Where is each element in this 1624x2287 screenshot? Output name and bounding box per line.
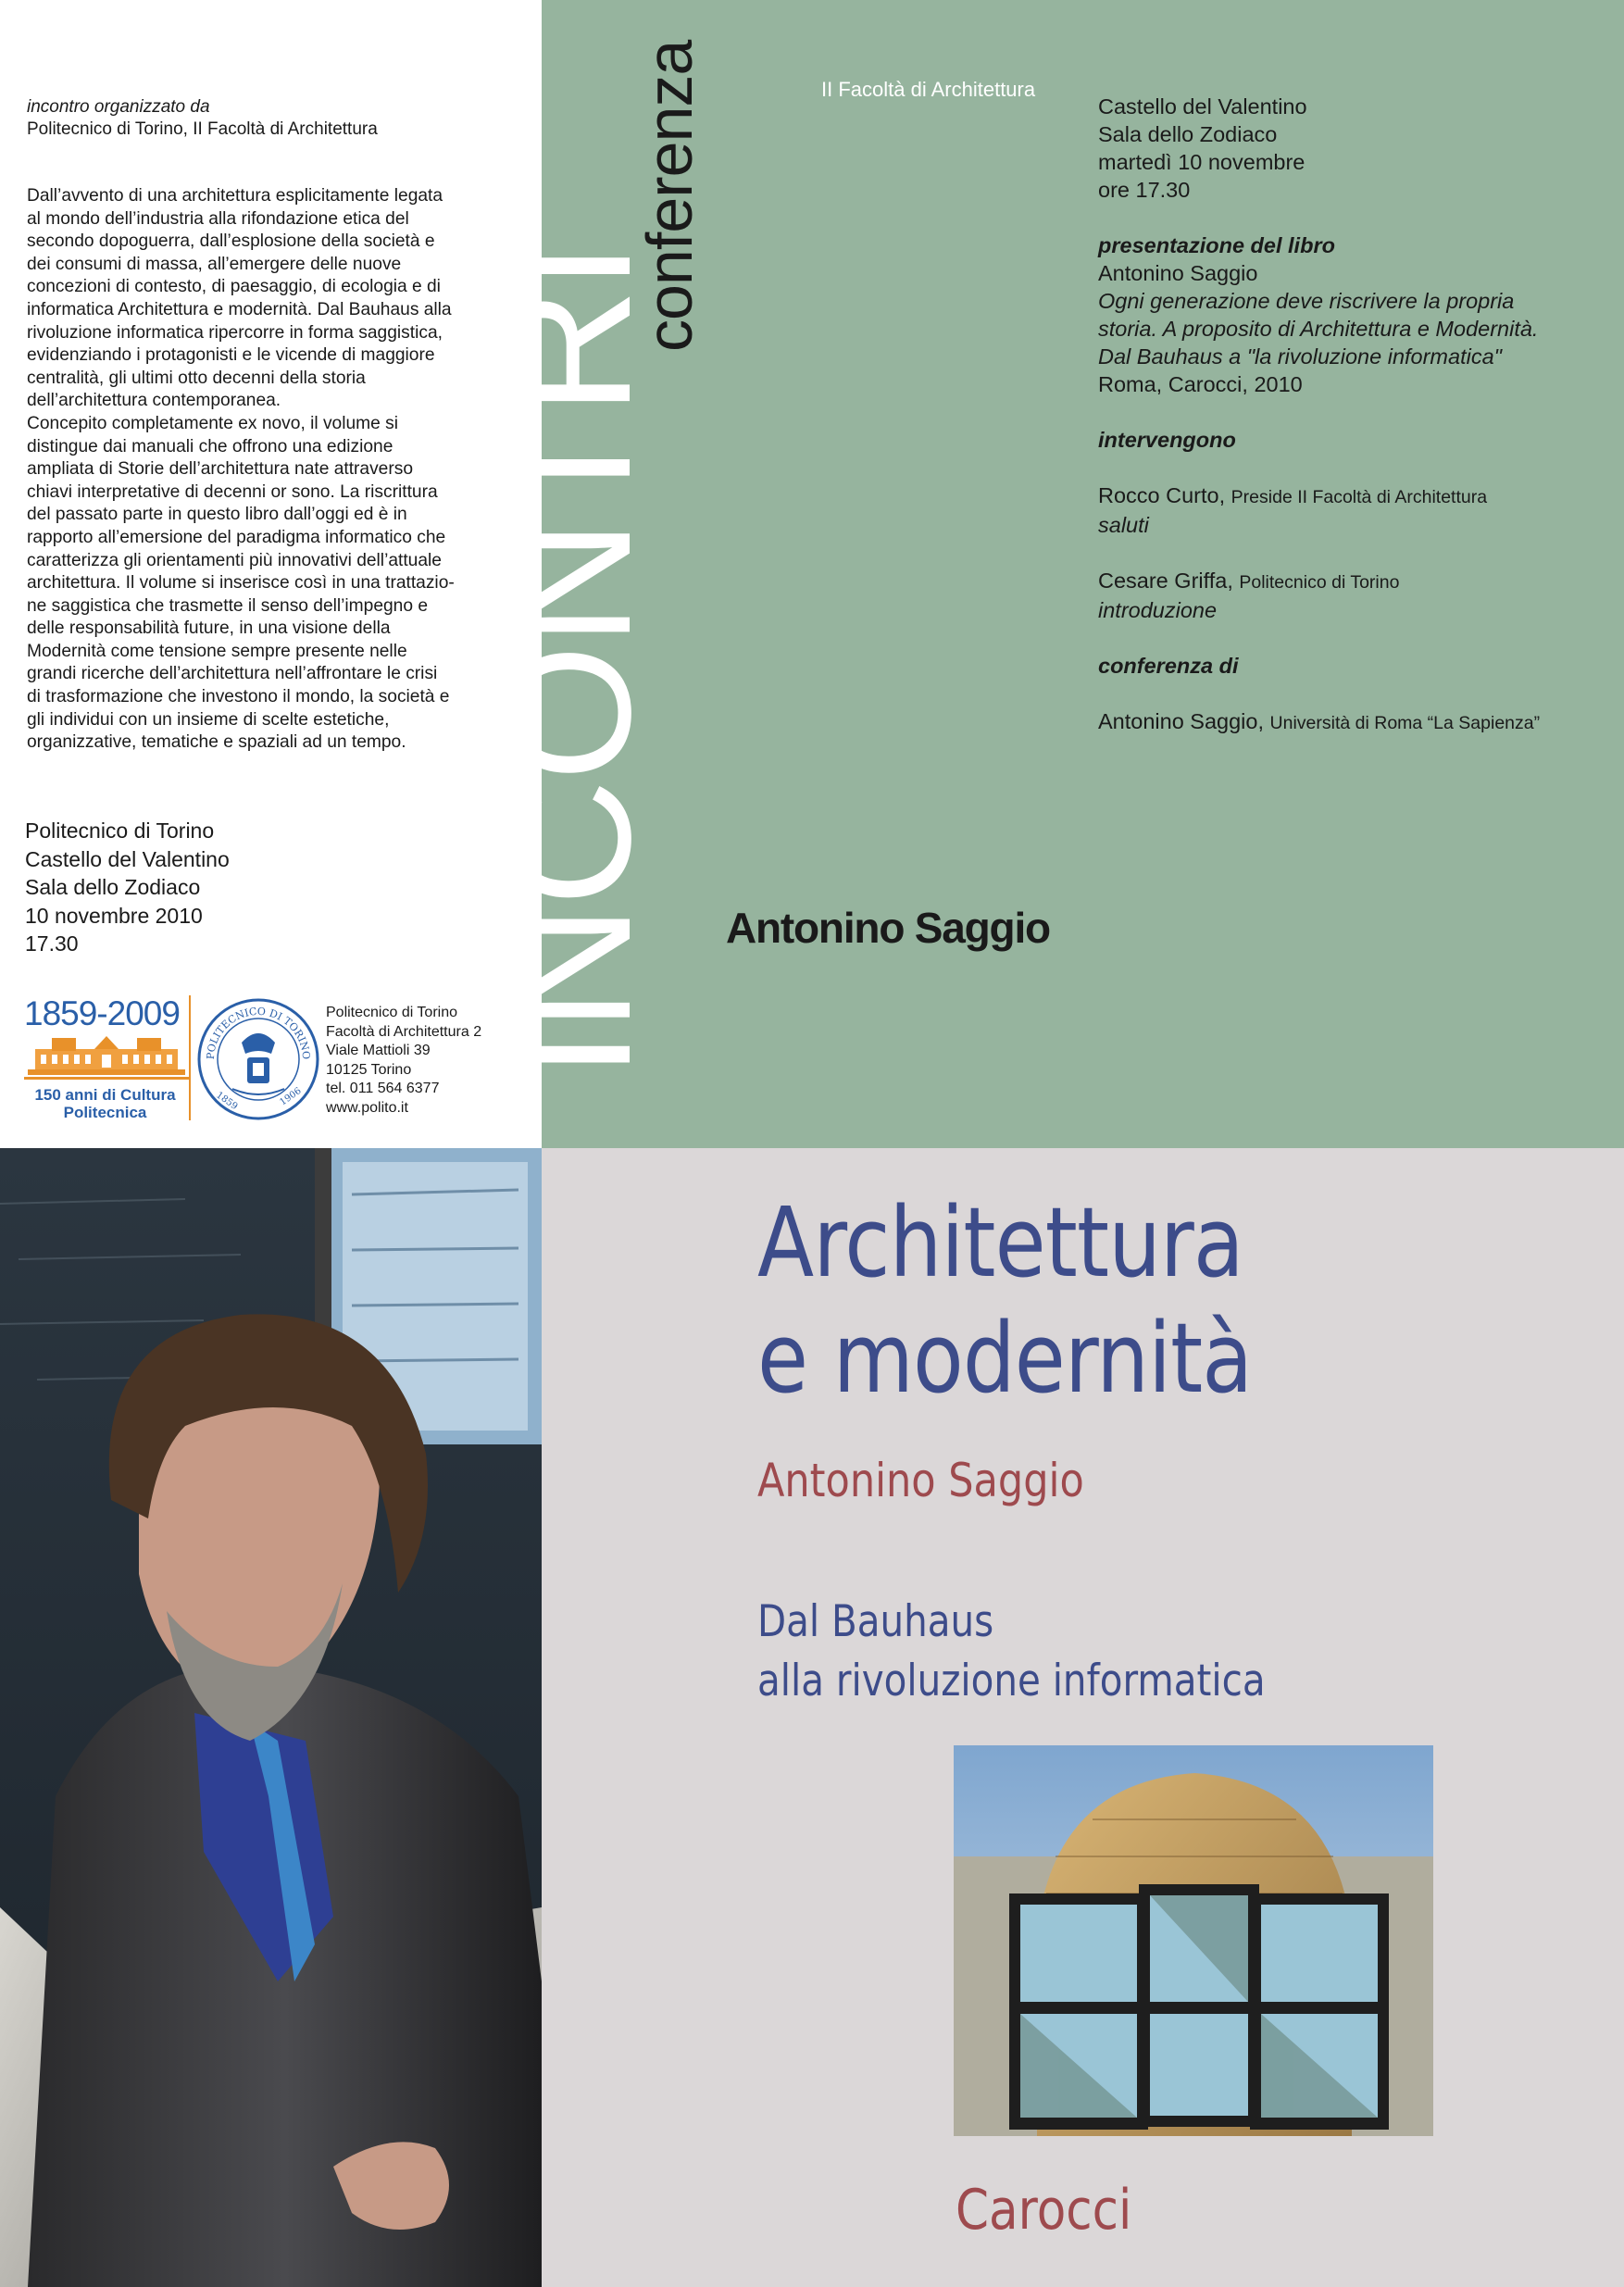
speaker-1-name: Rocco Curto, [1098,483,1226,507]
seal-year-left: 1859 [214,1090,240,1113]
abstract-line: al mondo dell’industria alla rifondazione etica del [27,208,409,229]
book-title-line: storia. A proposito di Architettura e Modernità. [1098,317,1539,341]
lecture-heading: conferenza di [1098,654,1239,678]
location-line: Castello del Valentino [1098,94,1307,119]
lecturer [1098,707,1617,737]
speaker-1-part: saluti [1098,513,1149,537]
book-author: Antonino Saggio [1098,261,1258,285]
abstract-line: Concepito completamente ex novo, il volume si [27,413,399,433]
location-line: Sala dello Zodiaco [1098,122,1278,146]
speaker-portrait-photo [0,1148,542,2287]
book-title-line: Ogni generazione deve riscrivere la propria [1098,289,1515,313]
incontri-vertical-title: INCONTRI [471,243,668,1079]
anniversary-line-2: Politecnica [63,1104,147,1121]
speakers-heading: intervengono [1098,428,1236,452]
contact-block [326,1004,481,1118]
featured-speaker-name: Antonino Saggio [726,904,1050,952]
abstract-line: distingue dai manuali che offrono una edizione [27,436,394,456]
venue-line: 17.30 [25,931,79,956]
abstract-line: evidenziando i protagonisti e le vicende di maggiore [27,345,435,366]
speaker-2 [1098,567,1617,596]
politecnico-seal-icon [195,996,321,1122]
speaker-1-role: Preside II Facoltà di Architettura [1230,487,1488,507]
speaker-2-name: Cesare Griffa, [1098,569,1233,593]
cover-subtitle-line: Dal Bauhaus [757,1596,994,1647]
speaker-2-part: introduzione [1098,598,1218,622]
abstract-line: gli individui con un insieme di scelte estetiche, [27,709,390,730]
book-publication: Roma, Carocci, 2010 [1098,372,1303,396]
abstract-line: centralità, gli ultimi otto decenni della storia [27,368,366,388]
organizer-name: Politecnico di Torino, II Facoltà di Architettura [27,119,378,139]
anniversary-years: 1859-2009 [24,994,180,1032]
abstract-line: organizzative, tematiche e spaziali ad un tempo. [27,732,406,753]
contact-line: Viale Mattioli 39 [326,1043,431,1058]
conferenza-vertical-title: conferenza [633,40,706,352]
organizer-label: incontro organizzato da [27,97,210,117]
cover-subtitle [757,1593,1266,1711]
book-abstract [27,185,508,755]
abstract-line: di trasformazione che investono il mondo, la società e [27,687,450,707]
lecturer-name: Antonino Saggio, [1098,709,1265,733]
abstract-line: secondo dopoguerra, dall’esplosione della società e [27,231,435,252]
anniversary-line-1: 150 anni di Cultura [34,1086,176,1104]
cover-publisher: Carocci [956,2178,1132,2243]
abstract-line: ne saggistica che trasmette il senso dell’impegno e [27,595,429,616]
venue-line: 10 novembre 2010 [25,903,203,928]
abstract-line: chiavi interpretative di decenni or sono. La riscrittura [27,481,438,502]
venue-line: Politecnico di Torino [25,819,215,843]
location-line: ore 17.30 [1098,178,1191,202]
faculty-label: II Facoltà di Architettura [821,78,1036,101]
abstract-line: dell’architettura contemporanea. [27,391,281,411]
abstract-line: architettura. Il volume si inserisce così in una trattazio- [27,573,455,594]
lecturer-role: Università di Roma “La Sapienza” [1269,713,1541,733]
abstract-line: rivoluzione informatica ripercorre in forma saggistica, [27,322,443,343]
anniversary-logo [24,995,191,1125]
abstract-line: rapporto all’emersione del paradigma informatico che [27,527,446,547]
abstract-line: informatica Architettura e modernità. Dal Bauhaus alla [27,299,452,319]
speaker-2-role: Politecnico di Torino [1239,572,1400,593]
seal-text: POLITECNICO DI TORINO [204,1005,313,1060]
logo-divider [189,995,191,1120]
book-heading: presentazione del libro [1098,233,1335,257]
cover-author: Antonino Saggio [757,1454,1084,1507]
venue-line: Castello del Valentino [25,846,230,871]
abstract-line: caratterizza gli orientamenti più innovativi dell’attuale [27,550,442,570]
book-title-line: Dal Bauhaus a "la rivoluzione informatica" [1098,344,1502,369]
seal-year-right: 1906 [278,1085,304,1108]
contact-line: 10125 Torino [326,1061,412,1078]
abstract-line: del passato parte in questo libro dall’oggi ed è in [27,505,407,525]
cover-title-line: e modernità [757,1302,1253,1415]
abstract-line: concezioni di contesto, di paesaggio, di ecologia e di [27,277,441,297]
abstract-line: Dall’avvento di una architettura esplicitamente legata [27,186,443,206]
event-details [1098,93,1617,737]
cover-title-line: Architettura [757,1186,1243,1299]
abstract-line: ampliata di Storie dell’architettura nate attraverso [27,459,414,480]
abstract-line: delle responsabilità future, in una visione della [27,619,391,639]
speaker-1 [1098,481,1617,511]
contact-line: Facoltà di Architettura 2 [326,1023,482,1040]
building-illustration-icon [24,1032,189,1086]
abstract-line: Modernità come tensione sempre presente nelle [27,641,407,661]
cover-building-photo [954,1745,1433,2136]
contact-line: tel. 011 564 6377 [326,1081,440,1096]
cover-title [757,1185,1252,1417]
contact-line: www.polito.it [326,1099,408,1116]
venue-block [25,817,230,958]
cover-subtitle-line: alla rivoluzione informatica [757,1656,1266,1706]
location-line: martedì 10 novembre [1098,150,1305,174]
abstract-line: grandi ricerche dell’architettura nell’affrontare le crisi [27,664,438,684]
contact-line: Politecnico di Torino [326,1005,458,1020]
abstract-line: dei consumi di massa, all’emergere delle nuove [27,254,402,274]
venue-line: Sala dello Zodiaco [25,875,201,899]
